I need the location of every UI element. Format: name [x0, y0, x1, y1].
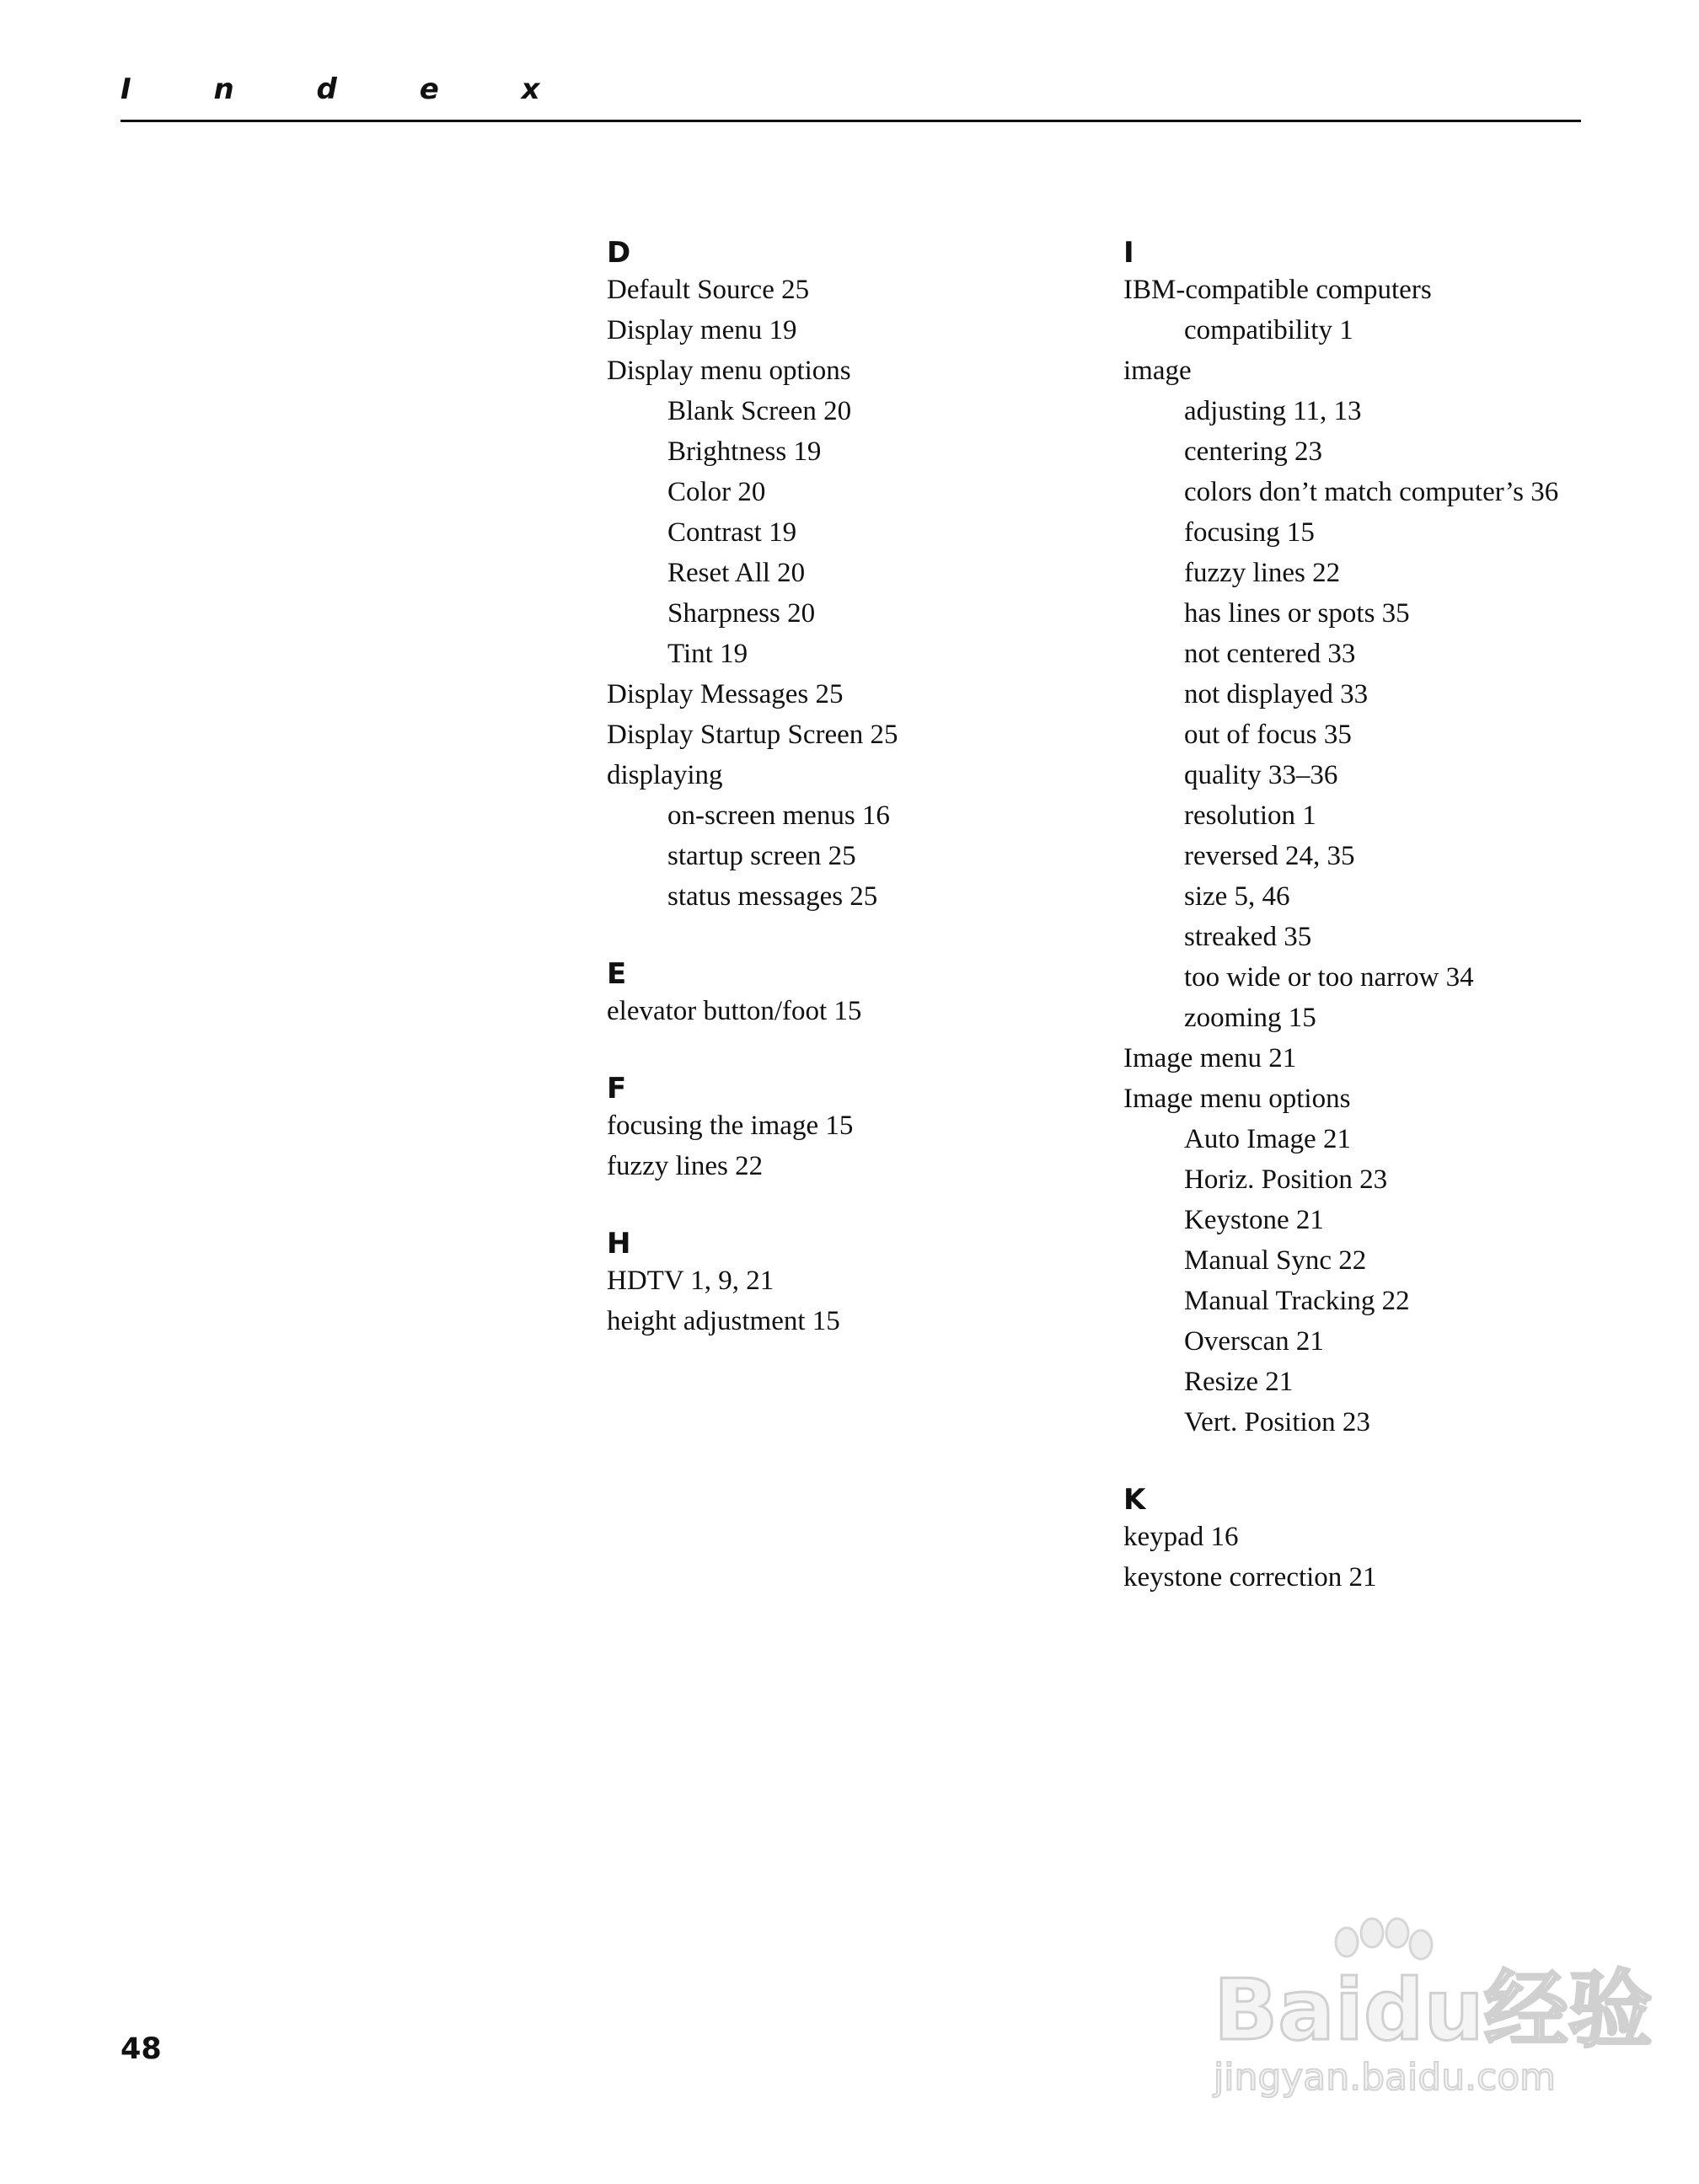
- index-entry: keypad 16: [1123, 1522, 1239, 1552]
- index-subentry: Blank Screen 20: [667, 396, 852, 426]
- index-subentry: Color 20: [667, 477, 766, 507]
- index-entry: HDTV 1, 9, 21: [607, 1266, 774, 1296]
- index-subentry: zooming 15: [1184, 1003, 1316, 1033]
- section-letter: I: [1123, 236, 1134, 270]
- index-subentry: has lines or spots 35: [1184, 598, 1410, 629]
- section-letter: D: [607, 236, 631, 270]
- index-section-i: [1123, 229, 1629, 1443]
- index-subentry: streaked 35: [1184, 922, 1312, 952]
- running-head: I n d e x: [121, 72, 576, 106]
- index-subentry: reversed 24, 35: [1184, 841, 1355, 871]
- header-rule: [121, 120, 1581, 122]
- index-section-k: [1123, 1476, 1629, 1598]
- index-entry: Display Messages 25: [607, 679, 844, 709]
- index-subentry: Overscan 21: [1184, 1326, 1324, 1357]
- index-entry: Image menu options: [1123, 1084, 1351, 1114]
- baidu-watermark: [1197, 1921, 1653, 2106]
- index-entry: displaying: [607, 760, 723, 790]
- index-column-right: [1123, 229, 1629, 1598]
- index-entry: Default Source 25: [607, 275, 810, 305]
- index-subentry: Horiz. Position 23: [1184, 1164, 1388, 1195]
- index-subentry: too wide or too narrow 34: [1184, 962, 1474, 993]
- index-entry: elevator button/foot 15: [607, 996, 862, 1026]
- paw-icon: [1336, 1919, 1432, 1959]
- index-subentry: adjusting 11, 13: [1184, 396, 1362, 426]
- index-entry: height adjustment 15: [607, 1306, 840, 1336]
- index-subentry: quality 33–36: [1184, 760, 1338, 790]
- section-letter: K: [1123, 1483, 1146, 1517]
- index-subentry: Resize 21: [1184, 1367, 1294, 1397]
- index-entry: image: [1123, 356, 1192, 386]
- index-subentry: Tint 19: [667, 639, 748, 669]
- index-subentry: centering 23: [1184, 436, 1323, 467]
- index-subentry: Brightness 19: [667, 436, 822, 467]
- watermark-brand: Baidu经验: [1214, 1961, 1653, 2059]
- index-subentry: Vert. Position 23: [1184, 1407, 1370, 1437]
- index-subentry: Manual Tracking 22: [1184, 1286, 1410, 1316]
- index-entry: Image menu 21: [1123, 1043, 1297, 1073]
- watermark-url: jingyan.baidu.com: [1214, 2056, 1557, 2099]
- index-subentry: not displayed 33: [1184, 679, 1369, 709]
- index-section-e: [607, 950, 1079, 1031]
- index-subentry: size 5, 46: [1184, 881, 1290, 912]
- index-entry: Display Startup Screen 25: [607, 720, 898, 750]
- index-entry: keystone correction 21: [1123, 1562, 1377, 1592]
- index-entry: focusing the image 15: [607, 1111, 854, 1141]
- section-letter: H: [607, 1227, 631, 1261]
- index-subentry: compatibility 1: [1184, 315, 1353, 345]
- index-subentry: status messages 25: [667, 881, 878, 912]
- index-subentry: out of focus 35: [1184, 720, 1352, 750]
- section-letter: E: [607, 957, 627, 991]
- index-subentry: Reset All 20: [667, 558, 806, 588]
- section-letter: F: [607, 1072, 627, 1105]
- index-subentry: startup screen 25: [667, 841, 856, 871]
- index-subentry: not centered 33: [1184, 639, 1356, 669]
- index-subentry: colors don’t match computer’s 36: [1184, 477, 1559, 507]
- index-subentry: Contrast 19: [667, 517, 797, 548]
- index-subentry: resolution 1: [1184, 800, 1316, 831]
- index-subentry: Keystone 21: [1184, 1205, 1324, 1235]
- page-number: 48: [121, 2032, 162, 2066]
- index-subentry: Auto Image 21: [1184, 1124, 1351, 1154]
- index-section-f: [607, 1065, 1079, 1186]
- index-entry: fuzzy lines 22: [607, 1151, 764, 1181]
- index-section-d: [607, 229, 1079, 917]
- index-section-h: [607, 1220, 1079, 1341]
- index-subentry: focusing 15: [1184, 517, 1315, 548]
- index-subentry: fuzzy lines 22: [1184, 558, 1341, 588]
- index-subentry: Sharpness 20: [667, 598, 816, 629]
- index-entry: IBM-compatible computers: [1123, 275, 1432, 305]
- index-subentry: on-screen menus 16: [667, 800, 890, 831]
- index-entry: Display menu options: [607, 356, 851, 386]
- index-column-left: [607, 229, 1079, 1341]
- index-subentry: Manual Sync 22: [1184, 1245, 1367, 1276]
- index-entry: Display menu 19: [607, 315, 797, 345]
